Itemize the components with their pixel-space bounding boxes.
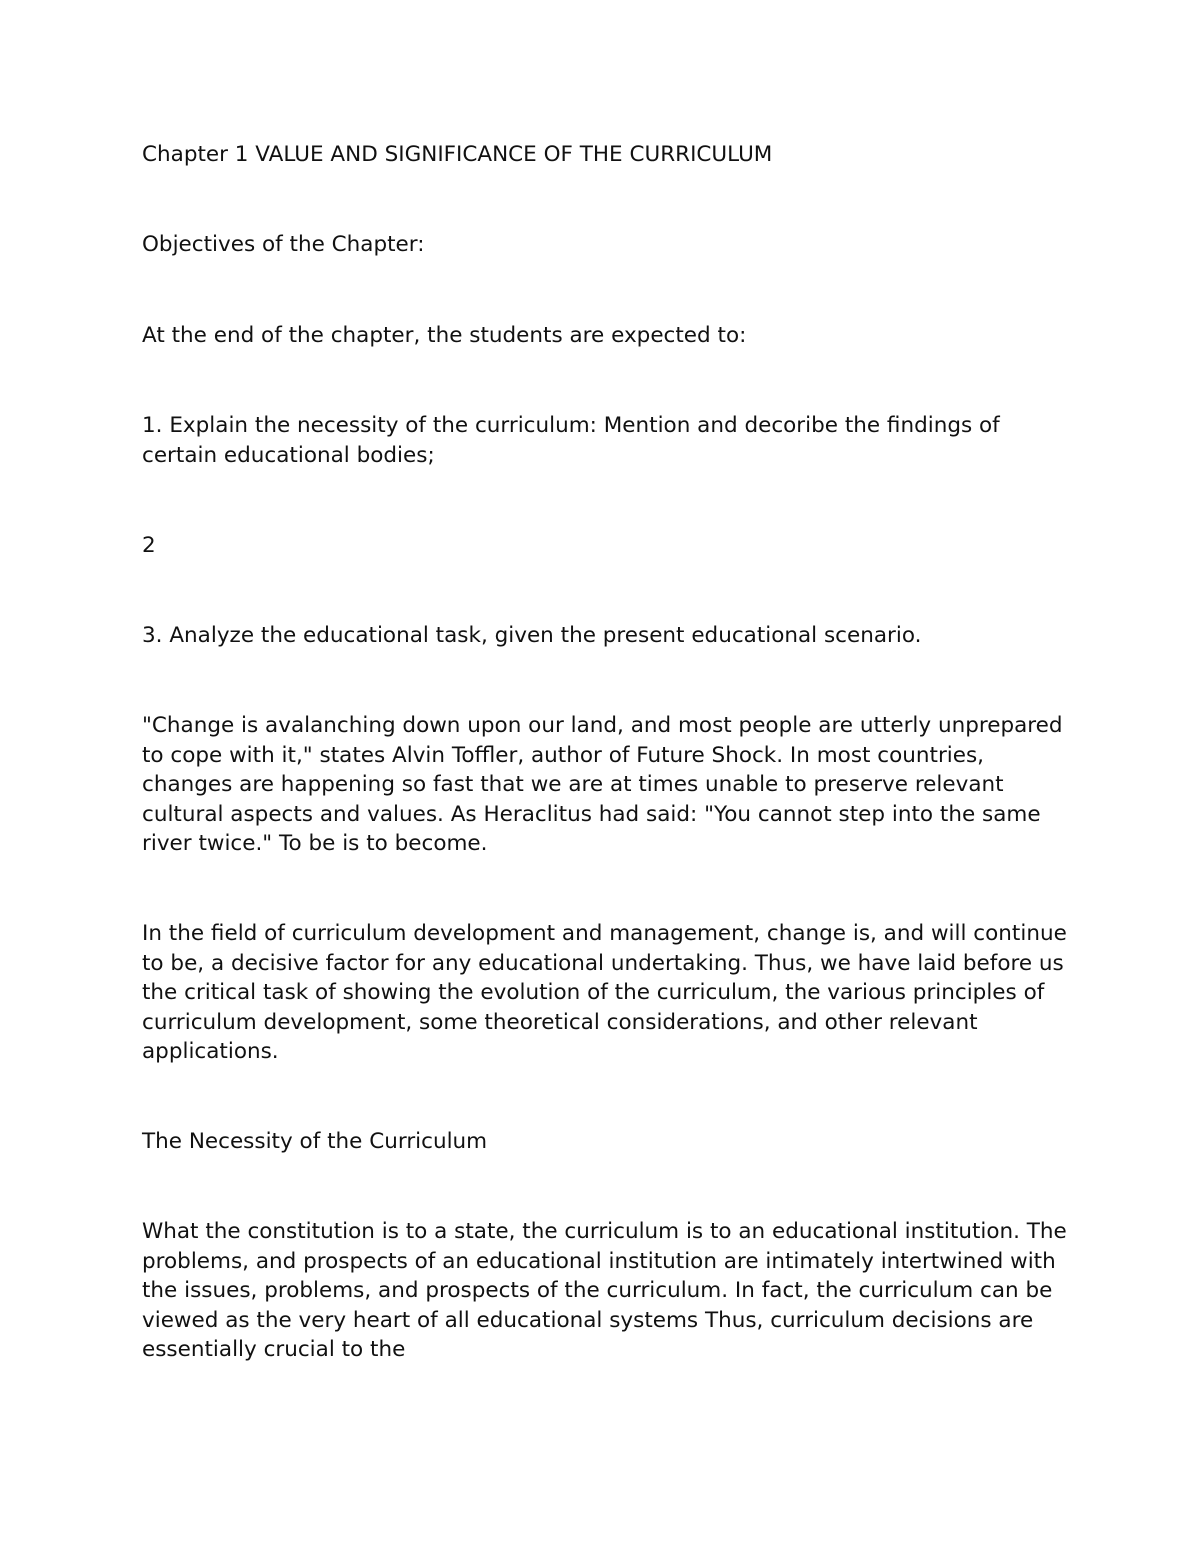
objective-item-2: 2: [142, 533, 156, 558]
paragraph-toffler-quote: "Change is avalanching down upon our land, and most people are utterly unprepared to cope with it," states Alvin Toffler, author of Future Shock. In most countries, changes are happening so fast that we are at times unable to preserve relevant cultural aspects and values. As Heraclitus had said: "You cannot step into the same river twice." To be is to become.: [142, 713, 1063, 857]
paragraph-curriculum-field: In the field of curriculum development and management, change is, and will continue to be, a decisive factor for any educational undertaking. Thus, we have laid before us the critical task of showing the evolution of the curriculum, the various principles of curriculum development, some theoretical considerations, and other relevant applications.: [142, 921, 1067, 1065]
objective-item-3: 3. Analyze the educational task, given the present educational scenario.: [142, 623, 922, 648]
objectives-intro: At the end of the chapter, the students are expected to:: [142, 323, 747, 348]
objectives-heading: Objectives of the Chapter:: [142, 232, 425, 257]
section-heading: The Necessity of the Curriculum: [142, 1129, 488, 1154]
chapter-title: Chapter 1 VALUE AND SIGNIFICANCE OF THE CURRICULUM: [142, 142, 773, 167]
paragraph-necessity: What the constitution is to a state, the curriculum is to an educational institution. The problems, and prospects of an educational institution are intimately intertwined with the issues, problems, and prospects of the curriculum. In fact, the curriculum can be viewed as the very heart of all educational systems Thus, curriculum decisions are essentially crucial to the: [142, 1219, 1067, 1363]
objective-item-1: 1. Explain the necessity of the curriculum: Mention and decoribe the findings of certain educational bodies;: [142, 413, 1000, 468]
